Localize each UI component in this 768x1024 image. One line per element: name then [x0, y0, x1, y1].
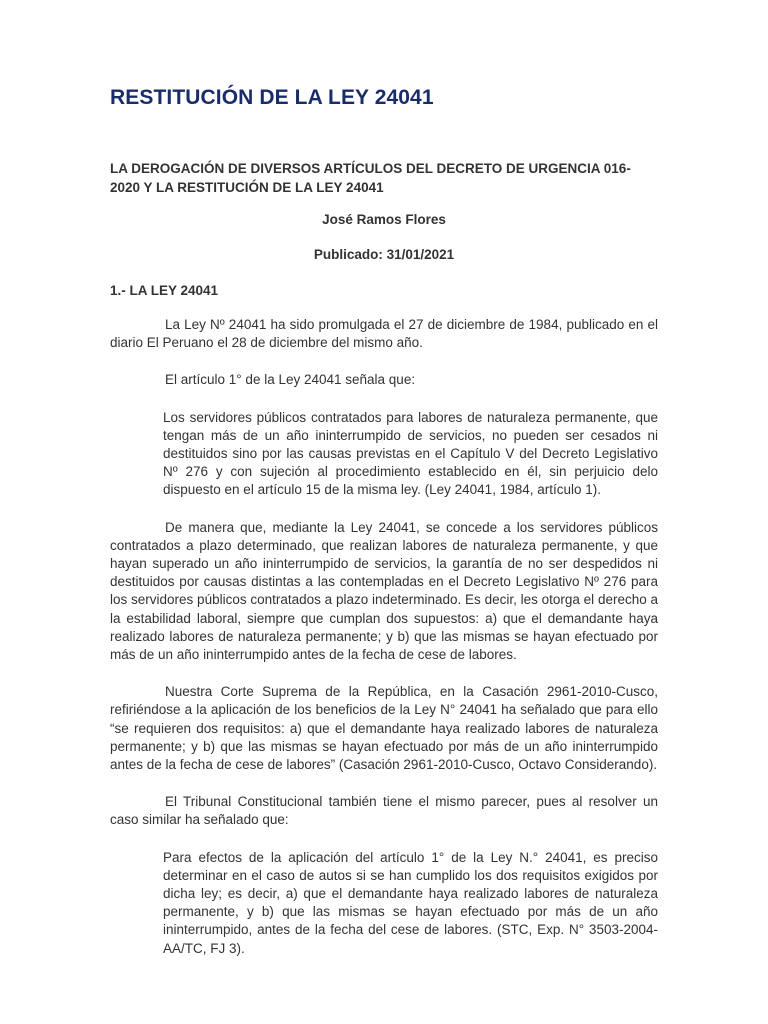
- document-title: RESTITUCIÓN DE LA LEY 24041: [110, 86, 434, 109]
- paragraph-supreme-court: Nuestra Corte Suprema de la República, en la Casación 2961-2010-Cusco, refiriéndose a la aplicación de los beneficios de la Ley N° 24041 ha señalado que para ello “se requieren dos requisitos: a) que el demandante haya realizado labores de naturaleza permanente; y b) que las mismas se hayan efectuado por más de un año ininterrumpido antes de la fecha de cese de labores” (Casación 2961-2010-Cusco, Octavo Considerando).: [110, 684, 658, 773]
- quote-article-1: Los servidores públicos contratados para labores de naturaleza permanente, que tengan más de un año ininterrumpido de servicios, no pueden ser cesados ni destituidos sino por las causas previstas en el Capítulo V del Decreto Legislativo Nº 276 y con sujeción al procedimiento establecido en él, sin perjuicio delo dispuesto en el artículo 15 de la misma ley. (Ley 24041, 1984, artículo 1).: [163, 409, 658, 498]
- publication-date: Publicado: 31/01/2021: [313, 247, 455, 262]
- paragraph-article-intro: El artículo 1° de la Ley 24041 señala que:: [165, 372, 416, 388]
- section-heading: 1.- LA LEY 24041: [110, 283, 219, 298]
- paragraph-law-promulgation: La Ley Nº 24041 ha sido promulgada el 27 de diciembre de 1984, publicado en el diario El Peruano el 28 de diciembre del mismo año.: [110, 317, 658, 351]
- author-name: José Ramos Flores: [322, 212, 446, 227]
- paragraph-explanation: De manera que, mediante la Ley 24041, se concede a los servidores públicos contratados a plazo determinado, que realizan labores de naturaleza permanente, y que hayan superado un año ininterrumpido de servicios, la garantía de no ser despedidos ni destituidos por causas distintas a las contempladas en el Decreto Legislativo Nº 276 para los servidores públicos contratados a plazo indeterminado. Es decir, les otorga el derecho a la estabilidad laboral, siempre que cumplan dos supuestos: a) que el demandante haya realizado labores de naturaleza permanente; y b) que las mismas se hayan efectuado por más de un año ininterrumpido antes de la fecha de cese de labores.: [110, 519, 658, 663]
- quote-constitutional-court: Para efectos de la aplicación del artículo 1° de la Ley N.° 24041, es preciso determinar en el caso de autos si se han cumplido los dos requisitos exigidos por dicha ley; es decir, a) que el demandante haya realizado labores de naturaleza permanente, y b) que las mismas se hayan efectuado por más de un año ininterrumpido, antes de la fecha del cese de labores. (STC, Exp. N° 3503-2004-AA/TC, FJ 3).: [163, 849, 658, 956]
- document-subtitle: LA DEROGACIÓN DE DIVERSOS ARTÍCULOS DEL DECRETO DE URGENCIA 016-2020 Y LA RESTITUCIÓN DE LA LEY 24041: [110, 161, 631, 195]
- paragraph-constitutional-court: El Tribunal Constitucional también tiene el mismo parecer, pues al resolver un caso similar ha señalado que:: [110, 794, 658, 828]
- document-body: [110, 316, 658, 977]
